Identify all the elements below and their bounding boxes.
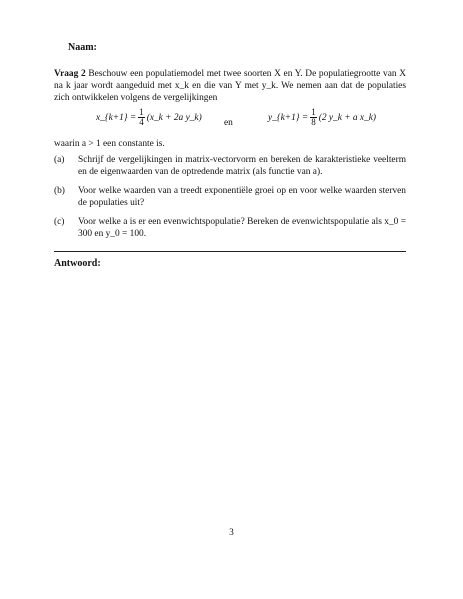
question-parts (54, 154, 406, 247)
equation-x (96, 108, 202, 128)
part-text: Voor welke a is er een evenwichtspopulatie? Bereken de evenwichtspopulatie als x_0 = 300 en y_0 = 100. (78, 217, 406, 240)
equation-x-fraction (138, 108, 145, 128)
section-divider (54, 251, 406, 252)
equation-x-rhs: (x_k + 2a y_k) (146, 112, 202, 123)
part-a (54, 154, 406, 178)
question-block (54, 68, 406, 104)
equation-x-denominator: 4 (139, 117, 144, 128)
question-intro: Beschouw een populatiemodel met twee soorten X en Y. De populatiegrootte van X na k jaar wordt aangeduid met x_k en die van Y met y_k. We nemen aan dat de populaties zich ontwikkelen volgens de vergelijkingen (54, 69, 406, 104)
equation-conjunction: en (224, 118, 233, 128)
condition-text: waarin a > 1 een constante is. (54, 139, 165, 149)
equation-y-fraction (310, 108, 317, 128)
equation-y-lhs: y_{k+1} = (268, 112, 309, 123)
page-number: 3 (229, 528, 234, 538)
equation-y-denominator: 8 (311, 117, 316, 128)
answer-label: Antwoord: (54, 258, 101, 269)
name-label: Naam: (68, 42, 97, 53)
equation-y-rhs: (2 y_k + a x_k) (318, 112, 377, 123)
equations (54, 108, 406, 134)
equation-x-numerator: 1 (139, 107, 144, 117)
equation-y (268, 108, 376, 128)
equation-y-numerator: 1 (311, 107, 316, 117)
part-text: Voor welke waarden van a treedt exponentiële groei op en voor welke waarden sterven de populaties uit? (78, 186, 406, 209)
part-c (54, 216, 406, 240)
part-text: Schrijf de vergelijkingen in matrix-vectorvorm en bereken de karakteristieke veelterm en de eigenwaarden van de optredende matrix (als functie van a). (78, 155, 406, 178)
part-label: (a) (54, 155, 65, 165)
equation-x-lhs: x_{k+1} = (96, 112, 137, 123)
question-label: Vraag 2 (54, 69, 86, 79)
part-label: (c) (54, 217, 65, 228)
part-label: (b) (54, 186, 65, 197)
part-b (54, 185, 406, 209)
